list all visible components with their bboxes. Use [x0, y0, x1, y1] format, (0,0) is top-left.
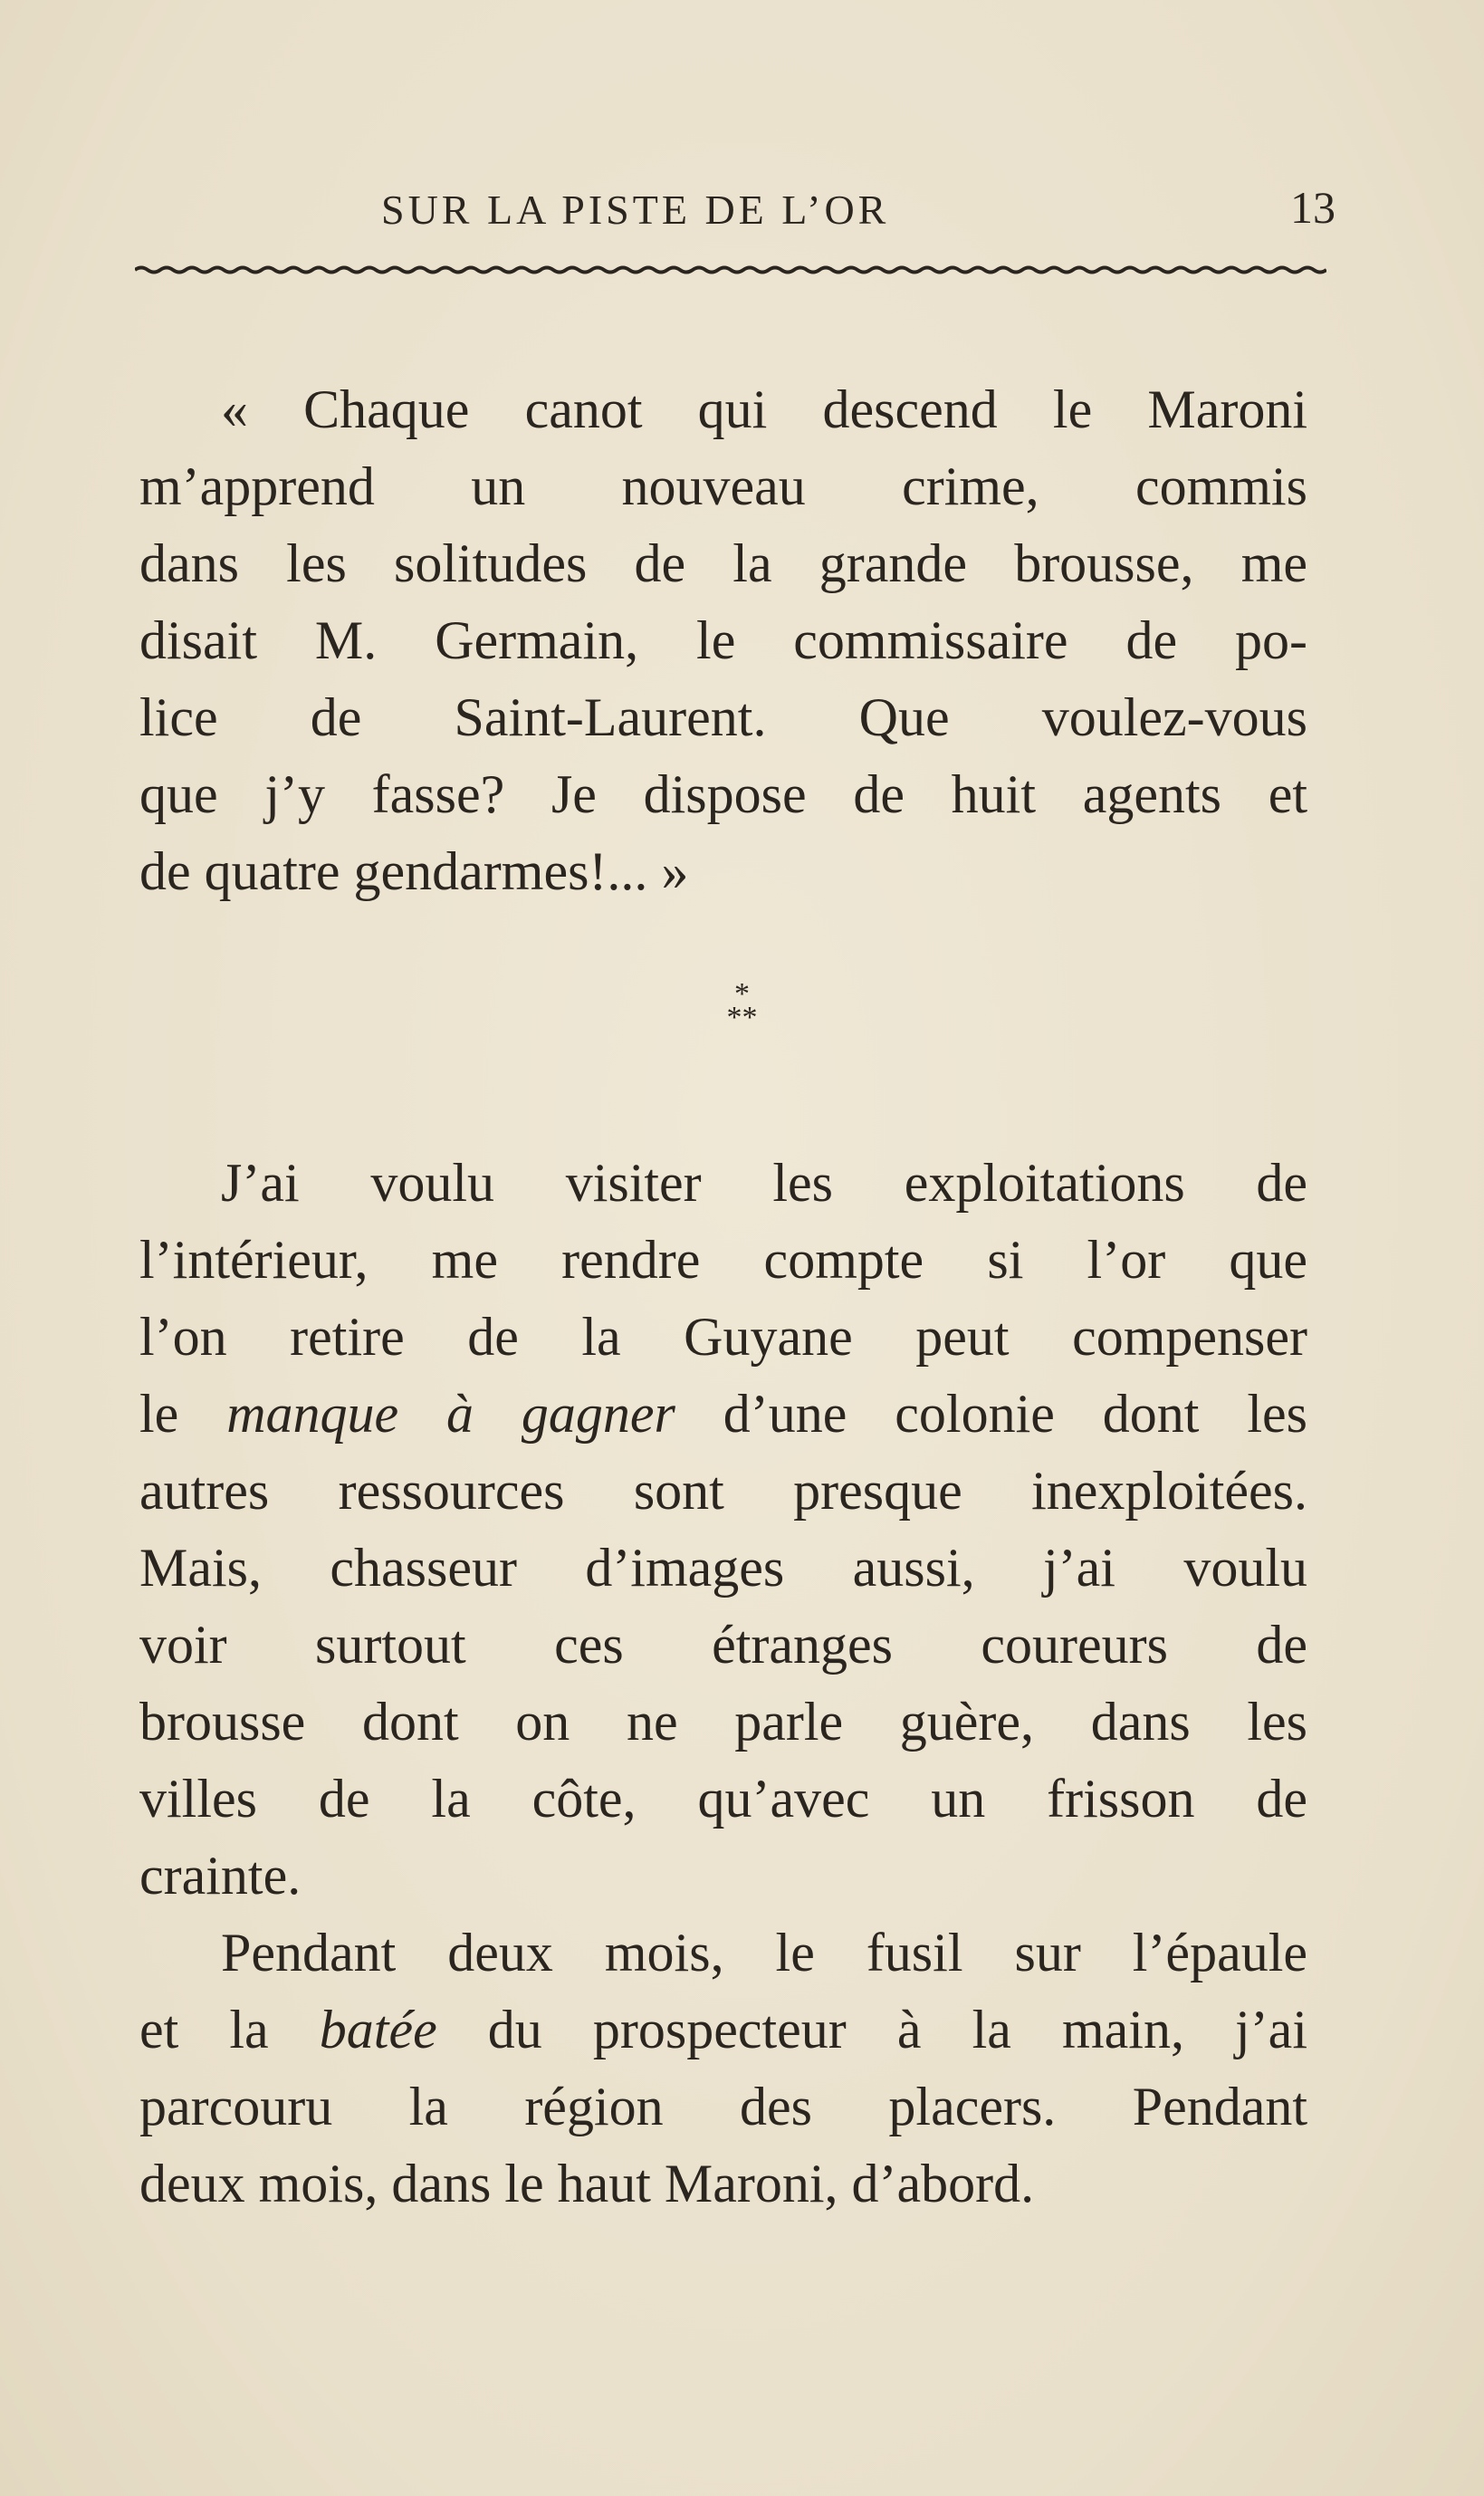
text-line: autres ressources sont presque inexploitées. — [139, 1461, 1307, 1521]
paragraph-exploitations — [139, 1145, 1307, 2222]
text-line: J’ai voulu visiter les exploitations de — [221, 1153, 1307, 1213]
asterism-bottom: ** — [726, 1001, 758, 1034]
text-line: Pendant deux mois, le fusil sur l’épaule — [221, 1923, 1307, 1982]
text-line: deux mois, dans le haut Maroni, d’abord. — [139, 2154, 1035, 2213]
text-segment: le — [139, 1384, 227, 1444]
text-line: voir surtout ces étranges coureurs de — [139, 1615, 1307, 1675]
italic-word: batée — [319, 2000, 437, 2059]
quote-paragraph — [139, 371, 1307, 910]
text-line: dans les solitudes de la grande brousse, me — [139, 533, 1307, 593]
text-line: parcouru la région des placers. Pendant — [139, 2077, 1307, 2136]
text-line: « Chaque canot qui descend le Maroni — [221, 379, 1307, 439]
text-line — [139, 1376, 1307, 1453]
text-line: Mais, chasseur d’images aussi, j’ai voulu — [139, 1538, 1307, 1598]
text-segment: et la — [139, 2000, 320, 2059]
running-head-title: SUR LA PISTE DE L’OR — [381, 187, 890, 233]
text-segment: d’une colonie dont les — [675, 1384, 1307, 1444]
italic-phrase: manque à gagner — [226, 1384, 675, 1444]
asterism-section-break — [0, 977, 1484, 1034]
text-line: m’apprend un nouveau crime, commis — [139, 456, 1307, 516]
text-line: l’intérieur, me rendre compte si l’or que — [139, 1230, 1307, 1290]
text-line: crainte. — [139, 1846, 302, 1906]
text-line: disait M. Germain, le commissaire de po- — [139, 610, 1307, 670]
text-segment: du prospecteur à la main, j’ai — [436, 2000, 1307, 2059]
text-line: villes de la côte, qu’avec un frisson de — [139, 1769, 1307, 1829]
text-line: lice de Saint-Laurent. Que voulez-vous — [139, 687, 1307, 747]
text-line: de quatre gendarmes!... » — [139, 841, 689, 901]
text-line: l’on retire de la Guyane peut compenser — [139, 1307, 1307, 1367]
text-line: brousse dont on ne parle guère, dans les — [139, 1692, 1307, 1752]
ornamental-rule — [135, 264, 1326, 275]
text-line: que j’y fasse? Je dispose de huit agents et — [139, 764, 1307, 824]
text-line — [139, 1992, 1307, 2069]
asterism-top: * — [734, 977, 750, 1011]
page-number: 13 — [1290, 182, 1336, 233]
